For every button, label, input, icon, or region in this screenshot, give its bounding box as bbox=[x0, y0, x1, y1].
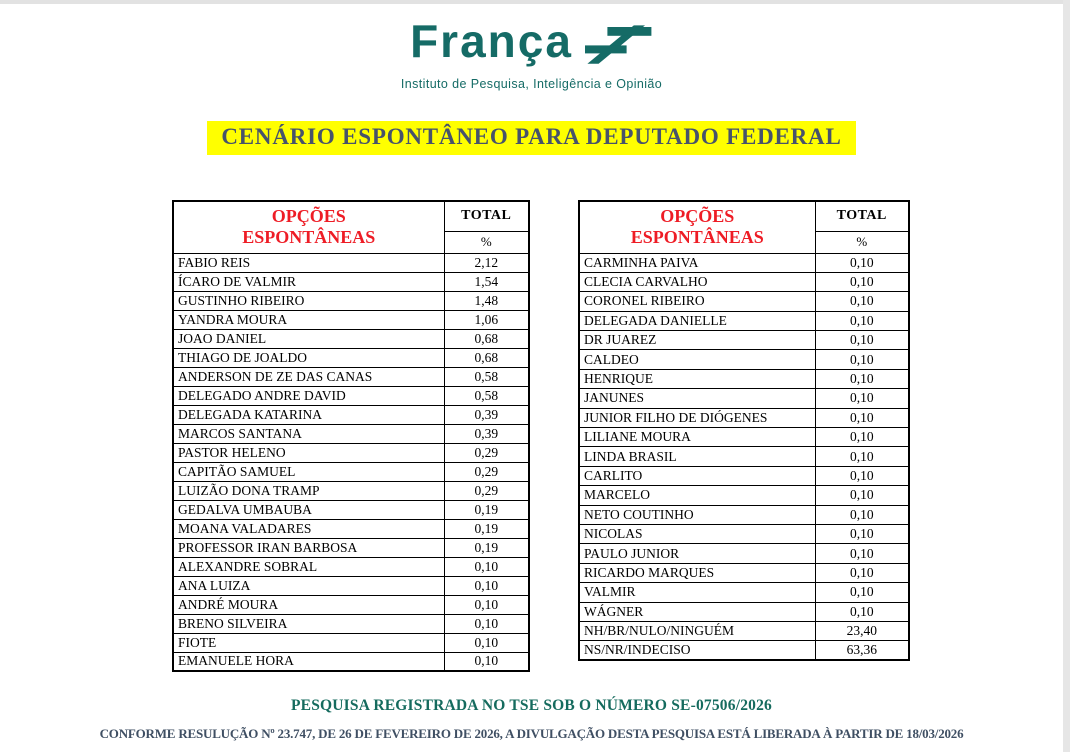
total-value-cell: 0,68 bbox=[444, 348, 529, 367]
total-value-cell: 0,10 bbox=[815, 563, 909, 582]
table-row bbox=[173, 595, 529, 614]
table-row bbox=[579, 486, 909, 505]
candidate-name-cell: THIAGO DE JOALDO bbox=[173, 348, 444, 367]
total-value-cell: 0,10 bbox=[815, 408, 909, 427]
table-row bbox=[579, 466, 909, 485]
candidate-name-cell: LINDA BRASIL bbox=[579, 447, 815, 466]
candidate-name-cell: CARMINHA PAIVA bbox=[579, 253, 815, 272]
table-row bbox=[173, 329, 529, 348]
total-value-cell: 0,10 bbox=[815, 466, 909, 485]
total-value-cell: 0,29 bbox=[444, 462, 529, 481]
total-value-cell: 0,10 bbox=[444, 557, 529, 576]
total-value-cell: 0,10 bbox=[815, 389, 909, 408]
candidate-name-cell: JUNIOR FILHO DE DIÓGENES bbox=[579, 408, 815, 427]
total-value-cell: 0,19 bbox=[444, 519, 529, 538]
candidate-name-cell: NH/BR/NULO/NINGUÉM bbox=[579, 621, 815, 640]
tse-registration-note: PESQUISA REGISTRADA NO TSE SOB O NÚMERO SE-07506/2026 bbox=[290, 697, 772, 714]
viewer-scrollbar-strip bbox=[1063, 0, 1070, 752]
table-row bbox=[579, 389, 909, 408]
total-value-cell: 0,10 bbox=[444, 595, 529, 614]
candidate-name-cell: NS/NR/INDECISO bbox=[579, 641, 815, 660]
candidate-name-cell: CAPITÃO SAMUEL bbox=[173, 462, 444, 481]
candidate-name-cell: MARCELO bbox=[579, 486, 815, 505]
total-value-cell: 1,54 bbox=[444, 272, 529, 291]
total-value-cell: 0,10 bbox=[815, 583, 909, 602]
spontaneous-options-table-left bbox=[172, 200, 530, 672]
candidate-name-cell: ALEXANDRE SOBRAL bbox=[173, 557, 444, 576]
table-row bbox=[579, 428, 909, 447]
total-value-cell: 0,10 bbox=[815, 544, 909, 563]
candidate-name-cell: ANDRÉ MOURA bbox=[173, 595, 444, 614]
table-row bbox=[173, 500, 529, 519]
table-row bbox=[173, 386, 529, 405]
table-row bbox=[173, 310, 529, 329]
candidate-name-cell: GUSTINHO RIBEIRO bbox=[173, 291, 444, 310]
spontaneous-options-table-right bbox=[578, 200, 910, 661]
table-row bbox=[579, 602, 909, 621]
table-row bbox=[173, 481, 529, 500]
total-value-cell: 0,10 bbox=[444, 614, 529, 633]
table-row bbox=[173, 272, 529, 291]
options-header-cell: OPÇÕES ESPONTÂNEAS bbox=[173, 201, 444, 253]
total-value-cell: 0,68 bbox=[444, 329, 529, 348]
candidate-name-cell: DELEGADA KATARINA bbox=[173, 405, 444, 424]
table-row bbox=[579, 350, 909, 369]
candidate-name-cell: CALDEO bbox=[579, 350, 815, 369]
viewer-top-strip bbox=[0, 0, 1070, 4]
candidate-name-cell: LUIZÃO DONA TRAMP bbox=[173, 481, 444, 500]
percent-unit-cell: % bbox=[815, 231, 909, 253]
table-row bbox=[579, 292, 909, 311]
table-row bbox=[579, 641, 909, 660]
table-row bbox=[579, 524, 909, 543]
candidate-name-cell: LILIANE MOURA bbox=[579, 428, 815, 447]
candidate-name-cell: BRENO SILVEIRA bbox=[173, 614, 444, 633]
total-value-cell: 0,10 bbox=[815, 486, 909, 505]
candidate-name-cell: RICARDO MARQUES bbox=[579, 563, 815, 582]
candidate-name-cell: VALMIR bbox=[579, 583, 815, 602]
table-row bbox=[173, 614, 529, 633]
candidate-name-cell: EMANUELE HORA bbox=[173, 652, 444, 671]
page-title: CENÁRIO ESPONTÂNEO PARA DEPUTADO FEDERAL bbox=[207, 121, 855, 155]
table-row bbox=[579, 369, 909, 388]
table-row bbox=[579, 563, 909, 582]
table-row bbox=[173, 424, 529, 443]
candidate-name-cell: MARCOS SANTANA bbox=[173, 424, 444, 443]
candidate-name-cell: JANUNES bbox=[579, 389, 815, 408]
table-row bbox=[173, 405, 529, 424]
candidate-name-cell: ANDERSON DE ZE DAS CANAS bbox=[173, 367, 444, 386]
table-row bbox=[579, 272, 909, 291]
total-value-cell: 0,10 bbox=[815, 331, 909, 350]
candidate-name-cell: HENRIQUE bbox=[579, 369, 815, 388]
candidate-name-cell: CARLITO bbox=[579, 466, 815, 485]
candidate-name-cell: NICOLAS bbox=[579, 524, 815, 543]
candidate-name-cell: MOANA VALADARES bbox=[173, 519, 444, 538]
table-row bbox=[173, 443, 529, 462]
total-header-cell: TOTAL bbox=[444, 201, 529, 231]
table-body bbox=[173, 253, 529, 671]
total-value-cell: 0,10 bbox=[815, 292, 909, 311]
table-row bbox=[579, 253, 909, 272]
table-row bbox=[173, 367, 529, 386]
total-value-cell: 0,58 bbox=[444, 367, 529, 386]
total-value-cell: 0,10 bbox=[815, 505, 909, 524]
candidate-name-cell: FIOTE bbox=[173, 633, 444, 652]
table-row bbox=[173, 519, 529, 538]
table-row bbox=[579, 331, 909, 350]
slanted-equals-mark-icon bbox=[581, 18, 653, 73]
candidate-name-cell: YANDRA MOURA bbox=[173, 310, 444, 329]
table-row bbox=[173, 462, 529, 481]
options-header-cell: OPÇÕES ESPONTÂNEAS bbox=[579, 201, 815, 253]
table-row bbox=[579, 621, 909, 640]
table-row bbox=[579, 544, 909, 563]
logo-subtitle: Instituto de Pesquisa, Inteligência e Opinião bbox=[400, 77, 663, 91]
resolution-release-note: CONFORME RESULUÇÃO Nº 23.747, DE 26 DE FEVEREIRO DE 2026, A DIVULGAÇÃO DESTA PESQUISA ESTÁ LIBERADA À PARTIR DE 18/03/2026 bbox=[99, 726, 964, 741]
table-row bbox=[579, 505, 909, 524]
total-value-cell: 2,12 bbox=[444, 253, 529, 272]
total-value-cell: 0,29 bbox=[444, 481, 529, 500]
percent-unit-cell: % bbox=[444, 231, 529, 253]
candidate-name-cell: ÍCARO DE VALMIR bbox=[173, 272, 444, 291]
total-value-cell: 0,19 bbox=[444, 538, 529, 557]
candidate-name-cell: PROFESSOR IRAN BARBOSA bbox=[173, 538, 444, 557]
table-header-row bbox=[579, 201, 909, 231]
table-row bbox=[173, 538, 529, 557]
table-row bbox=[173, 348, 529, 367]
total-value-cell: 0,10 bbox=[815, 253, 909, 272]
candidate-name-cell: WÁGNER bbox=[579, 602, 815, 621]
table-row bbox=[173, 557, 529, 576]
logo-block bbox=[0, 16, 1063, 91]
total-value-cell: 1,06 bbox=[444, 310, 529, 329]
candidate-name-cell: CLECIA CARVALHO bbox=[579, 272, 815, 291]
total-value-cell: 0,10 bbox=[444, 576, 529, 595]
candidate-name-cell: DR JUAREZ bbox=[579, 331, 815, 350]
total-value-cell: 0,10 bbox=[815, 428, 909, 447]
total-value-cell: 0,10 bbox=[815, 311, 909, 330]
candidate-name-cell: FABIO REIS bbox=[173, 253, 444, 272]
total-value-cell: 0,39 bbox=[444, 424, 529, 443]
total-value-cell: 0,10 bbox=[444, 652, 529, 671]
total-value-cell: 23,40 bbox=[815, 621, 909, 640]
total-value-cell: 1,48 bbox=[444, 291, 529, 310]
page-title-area bbox=[0, 121, 1063, 155]
table-row bbox=[579, 447, 909, 466]
total-header-cell: TOTAL bbox=[815, 201, 909, 231]
candidate-name-cell: JOAO DANIEL bbox=[173, 329, 444, 348]
total-value-cell: 0,39 bbox=[444, 405, 529, 424]
total-value-cell: 63,36 bbox=[815, 641, 909, 660]
total-value-cell: 0,10 bbox=[815, 447, 909, 466]
candidate-name-cell: DELEGADA DANIELLE bbox=[579, 311, 815, 330]
candidate-name-cell: GEDALVA UMBAUBA bbox=[173, 500, 444, 519]
candidate-name-cell: PASTOR HELENO bbox=[173, 443, 444, 462]
candidate-name-cell: CORONEL RIBEIRO bbox=[579, 292, 815, 311]
total-value-cell: 0,10 bbox=[815, 524, 909, 543]
table-row bbox=[173, 291, 529, 310]
total-value-cell: 0,58 bbox=[444, 386, 529, 405]
logo-wordmark: França bbox=[410, 15, 573, 67]
total-value-cell: 0,10 bbox=[815, 350, 909, 369]
total-value-cell: 0,10 bbox=[815, 369, 909, 388]
table-row bbox=[579, 583, 909, 602]
table-row bbox=[173, 576, 529, 595]
table-row bbox=[579, 311, 909, 330]
total-value-cell: 0,10 bbox=[815, 602, 909, 621]
total-value-cell: 0,19 bbox=[444, 500, 529, 519]
table-row bbox=[173, 633, 529, 652]
candidate-name-cell: ANA LUIZA bbox=[173, 576, 444, 595]
table-row bbox=[173, 253, 529, 272]
table-row bbox=[173, 652, 529, 671]
table-body bbox=[579, 253, 909, 660]
table-row bbox=[579, 408, 909, 427]
total-value-cell: 0,10 bbox=[815, 272, 909, 291]
total-value-cell: 0,10 bbox=[444, 633, 529, 652]
total-value-cell: 0,29 bbox=[444, 443, 529, 462]
candidate-name-cell: DELEGADO ANDRE DAVID bbox=[173, 386, 444, 405]
candidate-name-cell: PAULO JUNIOR bbox=[579, 544, 815, 563]
candidate-name-cell: NETO COUTINHO bbox=[579, 505, 815, 524]
table-header-row bbox=[173, 201, 529, 231]
